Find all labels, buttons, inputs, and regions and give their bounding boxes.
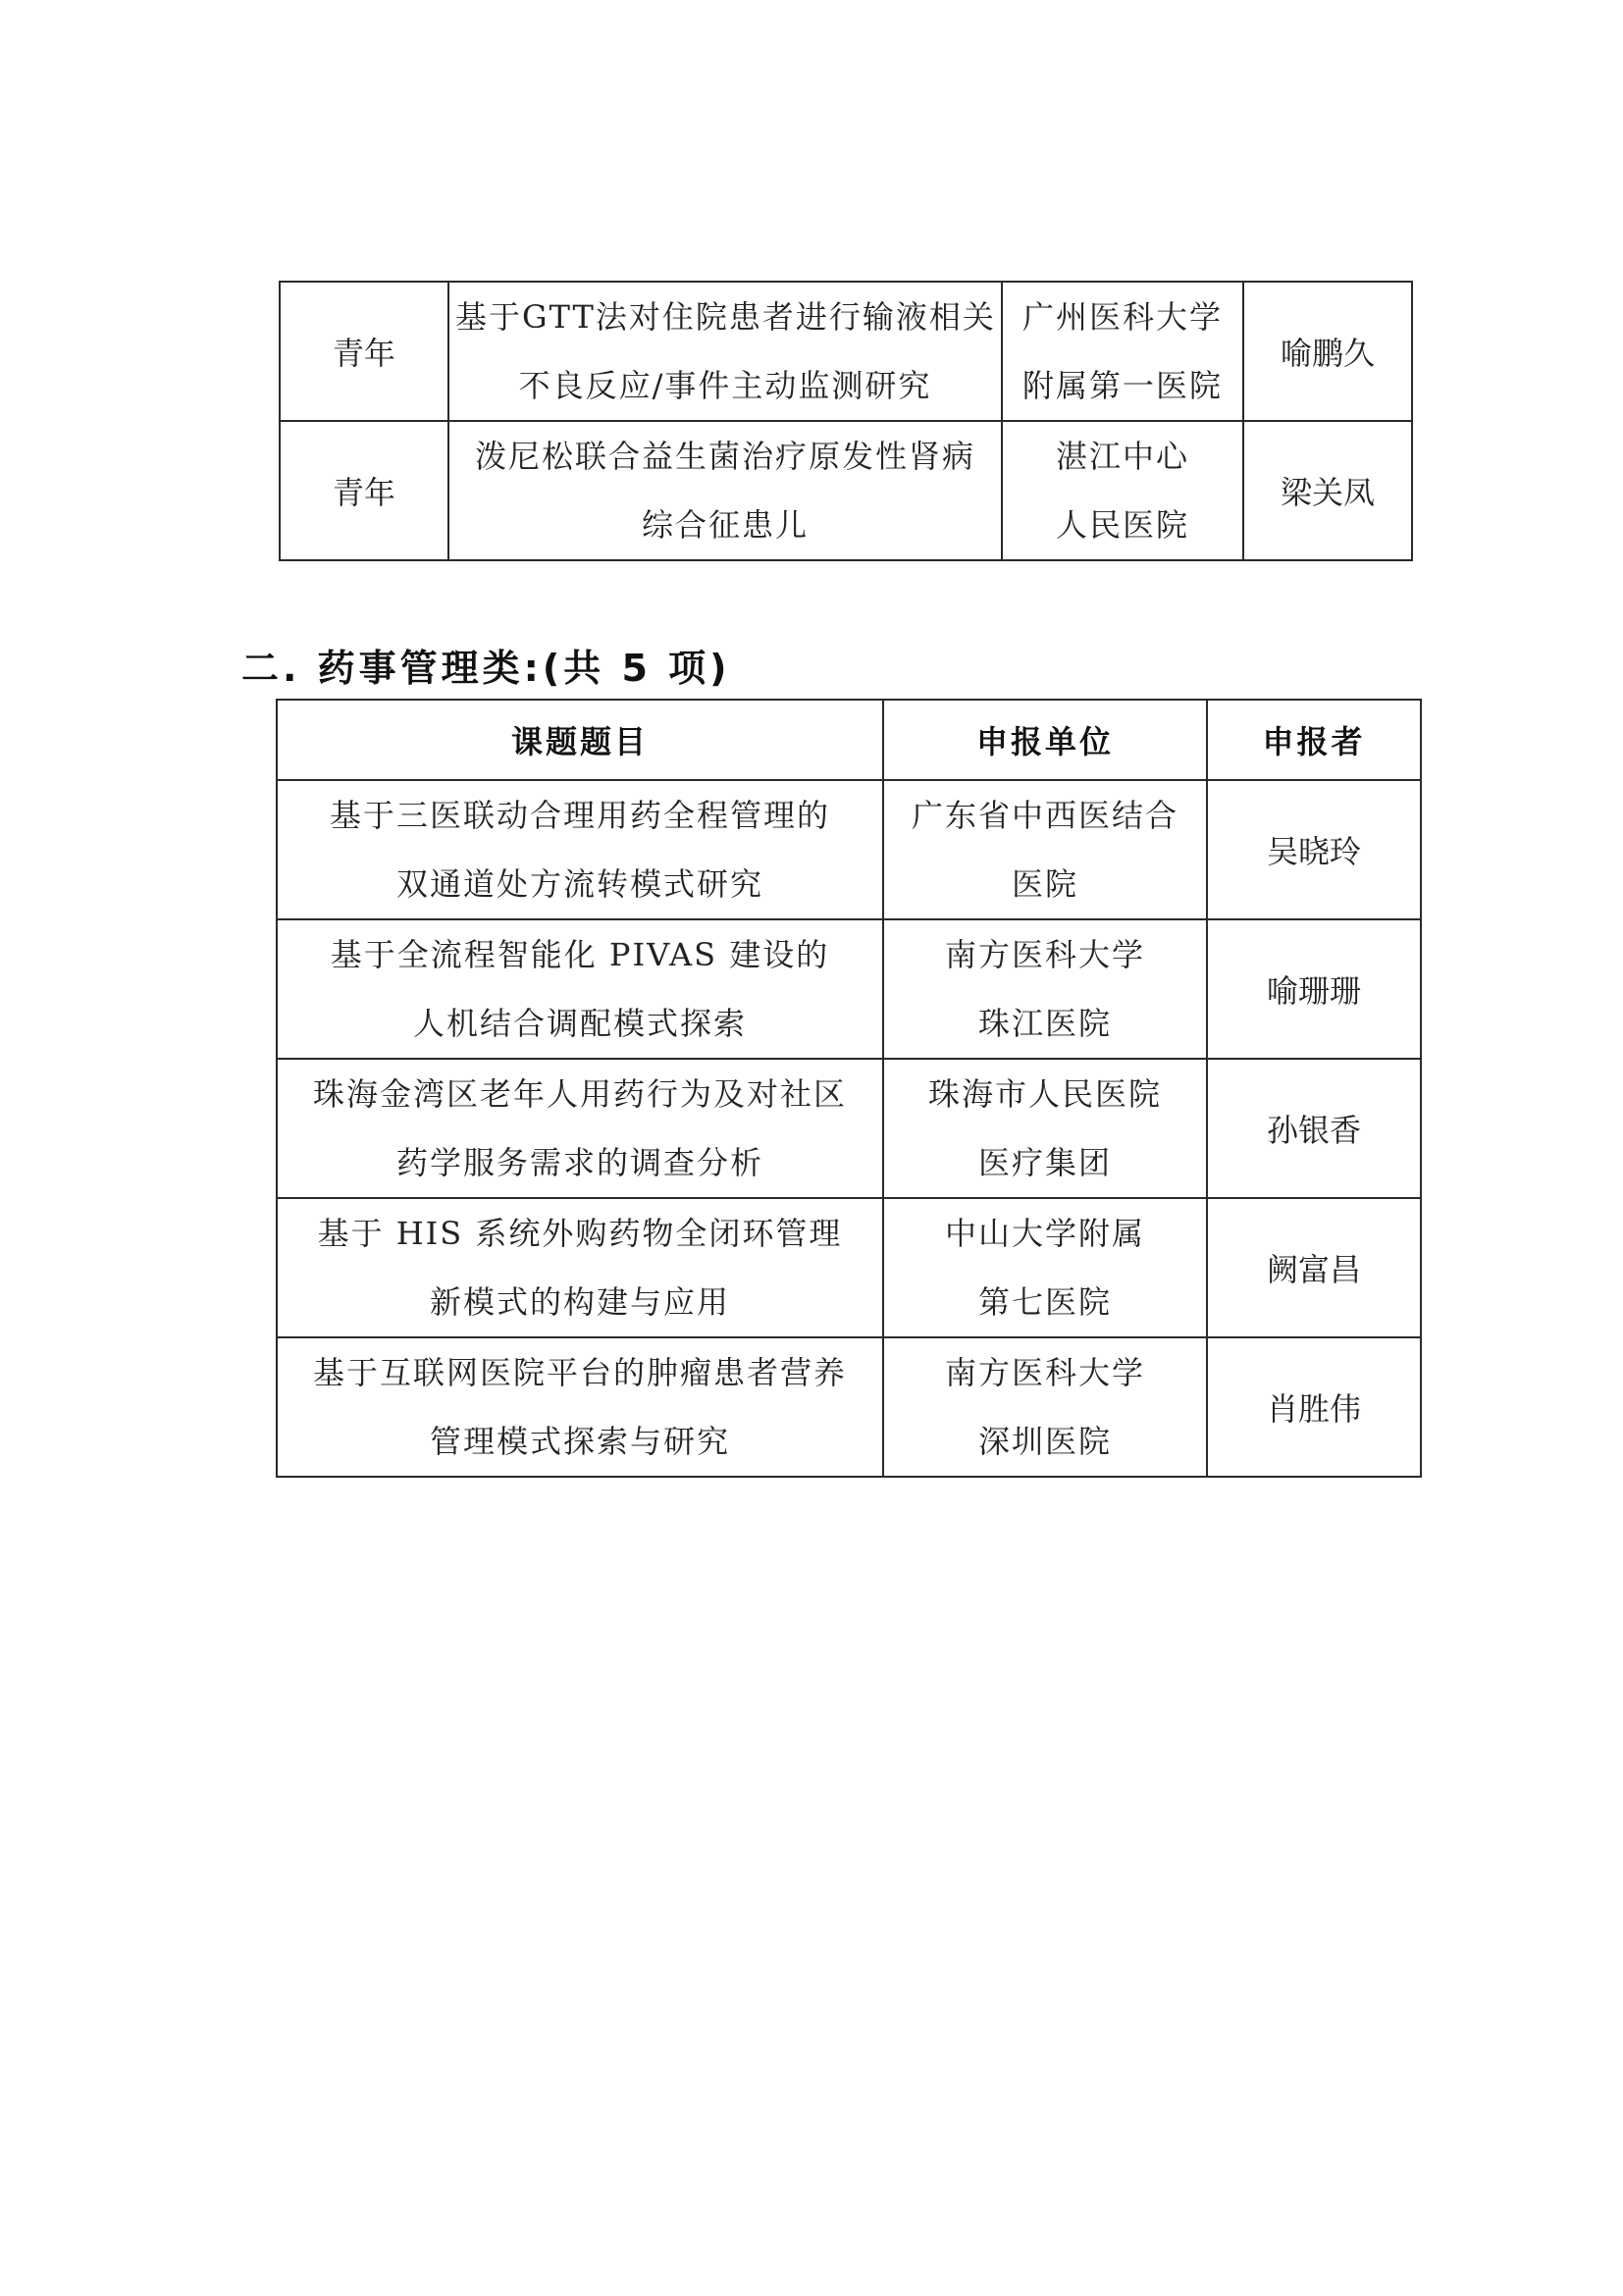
title-cell	[448, 282, 1002, 421]
title-line: 人机结合调配模式探索	[412, 1005, 747, 1042]
unit-line: 深圳医院	[977, 1423, 1112, 1460]
title-line: 基于GTT法对住院患者进行输液相关	[455, 298, 996, 336]
title-line: 新模式的构建与应用	[429, 1283, 730, 1321]
unit-line: 人民医院	[1055, 506, 1189, 544]
unit-cell	[883, 1059, 1207, 1198]
title-line: 基于三医联动合理用药全程管理的	[329, 797, 830, 834]
header-applicant: 申报者	[1207, 700, 1421, 780]
applicant-cell: 孙银香	[1207, 1059, 1421, 1198]
title-cell	[277, 1337, 883, 1477]
unit-cell	[883, 1198, 1207, 1337]
title-line: 珠海金湾区老年人用药行为及对社区	[312, 1075, 847, 1113]
table-row	[277, 1059, 1421, 1198]
category-cell: 青年	[280, 282, 448, 421]
applicant-cell: 吴晓玲	[1207, 780, 1421, 919]
unit-line: 医院	[1011, 865, 1078, 903]
header-unit: 申报单位	[883, 700, 1207, 780]
table-row	[277, 1198, 1421, 1337]
title-line: 管理模式探索与研究	[429, 1423, 730, 1460]
category-cell: 青年	[280, 421, 448, 560]
unit-cell	[883, 1337, 1207, 1477]
header-title: 课题题目	[277, 700, 883, 780]
unit-line: 医疗集团	[977, 1144, 1112, 1181]
unit-line: 中山大学附属	[944, 1215, 1145, 1252]
applicant-cell: 肖胜伟	[1207, 1337, 1421, 1477]
unit-cell	[883, 780, 1207, 919]
title-line: 基于 HIS 系统外购药物全闭环管理	[317, 1215, 843, 1252]
project-table-pharmacy-management	[276, 699, 1422, 1478]
unit-line: 第七医院	[977, 1283, 1112, 1321]
table-row	[277, 1337, 1421, 1477]
applicant-cell: 梁关凤	[1243, 421, 1412, 560]
project-table-youth	[279, 281, 1413, 561]
title-line: 药学服务需求的调查分析	[395, 1144, 763, 1181]
title-line: 不良反应/事件主动监测研究	[518, 367, 932, 404]
title-line: 泼尼松联合益生菌治疗原发性肾病	[474, 438, 975, 475]
unit-line: 湛江中心	[1055, 438, 1189, 475]
table-row	[280, 282, 1412, 421]
unit-line: 珠海市人民医院	[927, 1075, 1162, 1113]
title-cell	[277, 780, 883, 919]
title-cell	[277, 1198, 883, 1337]
title-cell	[277, 919, 883, 1059]
applicant-cell: 阙富昌	[1207, 1198, 1421, 1337]
table-row	[277, 780, 1421, 919]
table-row	[277, 919, 1421, 1059]
unit-line: 南方医科大学	[944, 1354, 1145, 1391]
section-heading: 二. 药事管理类:(共 5 项)	[241, 647, 731, 690]
title-line: 双通道处方流转模式研究	[395, 865, 763, 903]
applicant-cell: 喻珊珊	[1207, 919, 1421, 1059]
title-cell	[277, 1059, 883, 1198]
applicant-cell: 喻鹏久	[1243, 282, 1412, 421]
title-line: 基于互联网医院平台的肿瘤患者营养	[312, 1354, 847, 1391]
title-cell	[448, 421, 1002, 560]
unit-line: 附属第一医院	[1021, 367, 1223, 404]
unit-line: 南方医科大学	[944, 936, 1145, 973]
table-header-row	[277, 700, 1421, 780]
unit-cell	[1002, 282, 1243, 421]
unit-cell	[883, 919, 1207, 1059]
table-row	[280, 421, 1412, 560]
title-line: 基于全流程智能化 PIVAS 建设的	[330, 936, 830, 973]
unit-line: 广东省中西医结合	[911, 797, 1178, 834]
title-line: 综合征患儿	[641, 506, 809, 544]
unit-line: 珠江医院	[977, 1005, 1112, 1042]
unit-cell	[1002, 421, 1243, 560]
unit-line: 广州医科大学	[1021, 298, 1223, 336]
